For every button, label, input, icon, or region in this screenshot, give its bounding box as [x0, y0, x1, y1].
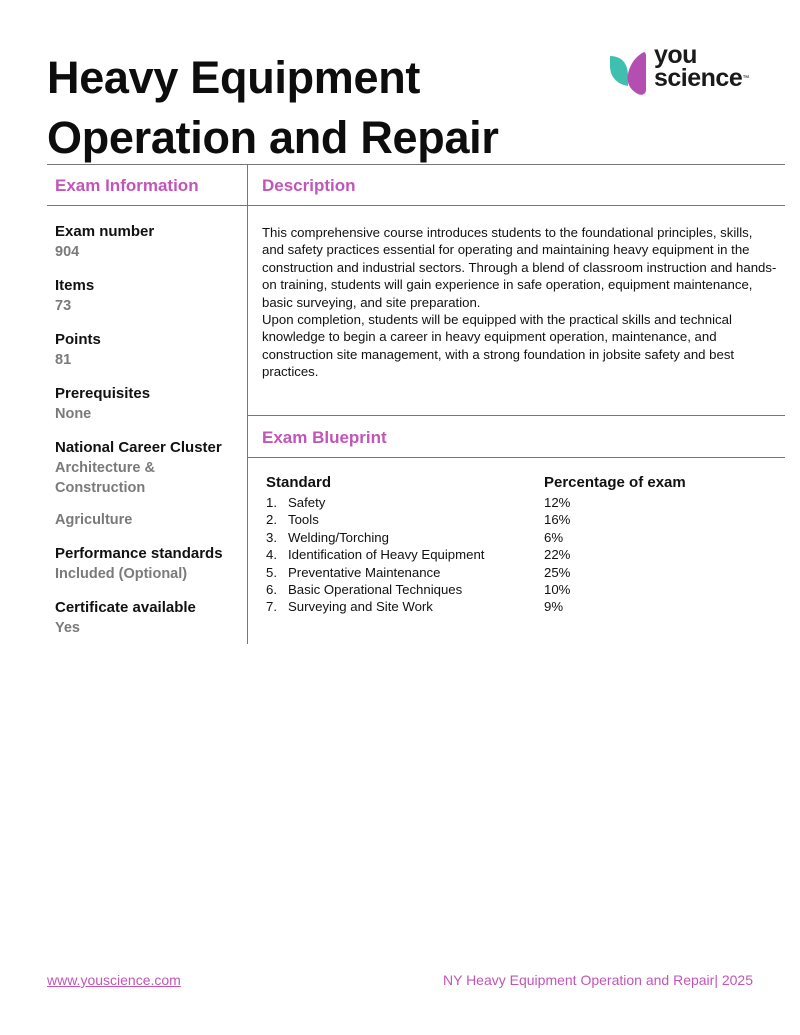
blueprint-row — [266, 564, 766, 581]
blueprint-row — [266, 546, 766, 563]
header-divider — [47, 205, 785, 206]
blueprint-header-row — [266, 474, 766, 494]
youscience-logo — [608, 41, 768, 96]
column-divider — [247, 165, 248, 644]
blueprint-row — [266, 581, 766, 598]
row-percent: 10% — [544, 582, 571, 598]
youscience-website-link[interactable]: www.youscience.com — [47, 972, 181, 988]
title-divider — [47, 164, 785, 165]
row-percent: 9% — [544, 599, 564, 615]
logo-word-you: you — [654, 41, 697, 69]
exam-information-list — [55, 222, 240, 652]
footer-document-title: NY Heavy Equipment Operation and Repair| 2025 — [442, 972, 753, 988]
row-standard: Tools — [288, 512, 319, 528]
blueprint-top-divider — [248, 415, 785, 416]
info-value-secondary: Agriculture — [55, 512, 133, 528]
row-standard: Identification of Heavy Equipment — [288, 547, 485, 563]
row-standard: Welding/Torching — [288, 529, 389, 545]
row-number: 5. — [266, 564, 277, 580]
percentage-column-header: Percentage of exam — [544, 474, 686, 491]
row-percent: 12% — [544, 495, 571, 510]
description-paragraph: Upon completion, students will be equipped with the practical skills and technical knowledge to begin a career in heavy equipment operation, maintenance, and construction site management, with a strong foundation in jobsite safety and best practices. — [262, 312, 735, 380]
row-standard: Basic Operational Techniques — [288, 582, 463, 598]
blueprint-header-divider — [248, 457, 785, 458]
row-percent: 25% — [544, 564, 571, 580]
info-prerequisites — [55, 384, 240, 424]
row-number: 7. — [266, 599, 277, 615]
info-label: National Career Cluster — [55, 439, 222, 456]
info-value: None — [55, 406, 92, 422]
logo-wordmark — [654, 41, 749, 92]
info-exam-number — [55, 222, 240, 262]
info-certificate — [55, 598, 240, 638]
blueprint-row — [266, 529, 766, 546]
row-standard: Safety — [288, 495, 326, 510]
row-percent: 22% — [544, 547, 571, 563]
blueprint-row — [266, 494, 766, 511]
exam-blueprint-heading: Exam Blueprint — [262, 428, 387, 447]
info-label: Certificate available — [55, 599, 196, 616]
info-label: Items — [55, 277, 95, 294]
row-standard: Preventative Maintenance — [288, 564, 441, 580]
row-number: 4. — [266, 547, 277, 563]
standard-column-header: Standard — [266, 474, 332, 491]
blueprint-row — [266, 511, 766, 528]
info-career-cluster — [55, 438, 240, 530]
info-items — [55, 276, 240, 316]
row-percent: 16% — [544, 512, 571, 528]
row-number: 1. — [266, 495, 277, 510]
info-value: Included (Optional) — [55, 566, 188, 582]
info-points — [55, 330, 240, 370]
logo-word-science: science — [654, 64, 743, 92]
exam-information-heading: Exam Information — [55, 176, 199, 195]
row-number: 6. — [266, 582, 277, 598]
description-paragraph: This comprehensive course introduces students to the foundational principles, skills, and safety practices essential for operating and maintaining heavy equipment in the construction and industrial sectors. Through a blend of classroom instruction and hands-on training, students will gain experience in safe operation, equipment maintenance, basic surveying, and site preparation. — [262, 225, 777, 310]
info-value: 904 — [55, 244, 80, 260]
blueprint-table — [266, 474, 766, 616]
info-value: Architecture & Construction — [55, 460, 155, 496]
logo-trademark: ™ — [742, 75, 749, 82]
info-performance-standards — [55, 544, 240, 584]
info-label: Exam number — [55, 223, 155, 240]
page-title: Heavy Equipment Operation and Repair — [47, 52, 499, 163]
info-value: Yes — [55, 620, 80, 636]
info-value: 81 — [55, 352, 72, 368]
description-body — [262, 224, 777, 381]
description-heading: Description — [262, 176, 356, 195]
info-label: Performance standards — [55, 545, 223, 562]
info-label: Prerequisites — [55, 385, 151, 402]
row-standard: Surveying and Site Work — [288, 599, 433, 615]
blueprint-row — [266, 598, 766, 615]
row-percent: 6% — [544, 529, 564, 545]
leaf-logo-icon — [608, 48, 652, 98]
info-label: Points — [55, 331, 101, 348]
row-number: 3. — [266, 529, 277, 545]
row-number: 2. — [266, 512, 277, 528]
info-value: 73 — [55, 298, 72, 314]
